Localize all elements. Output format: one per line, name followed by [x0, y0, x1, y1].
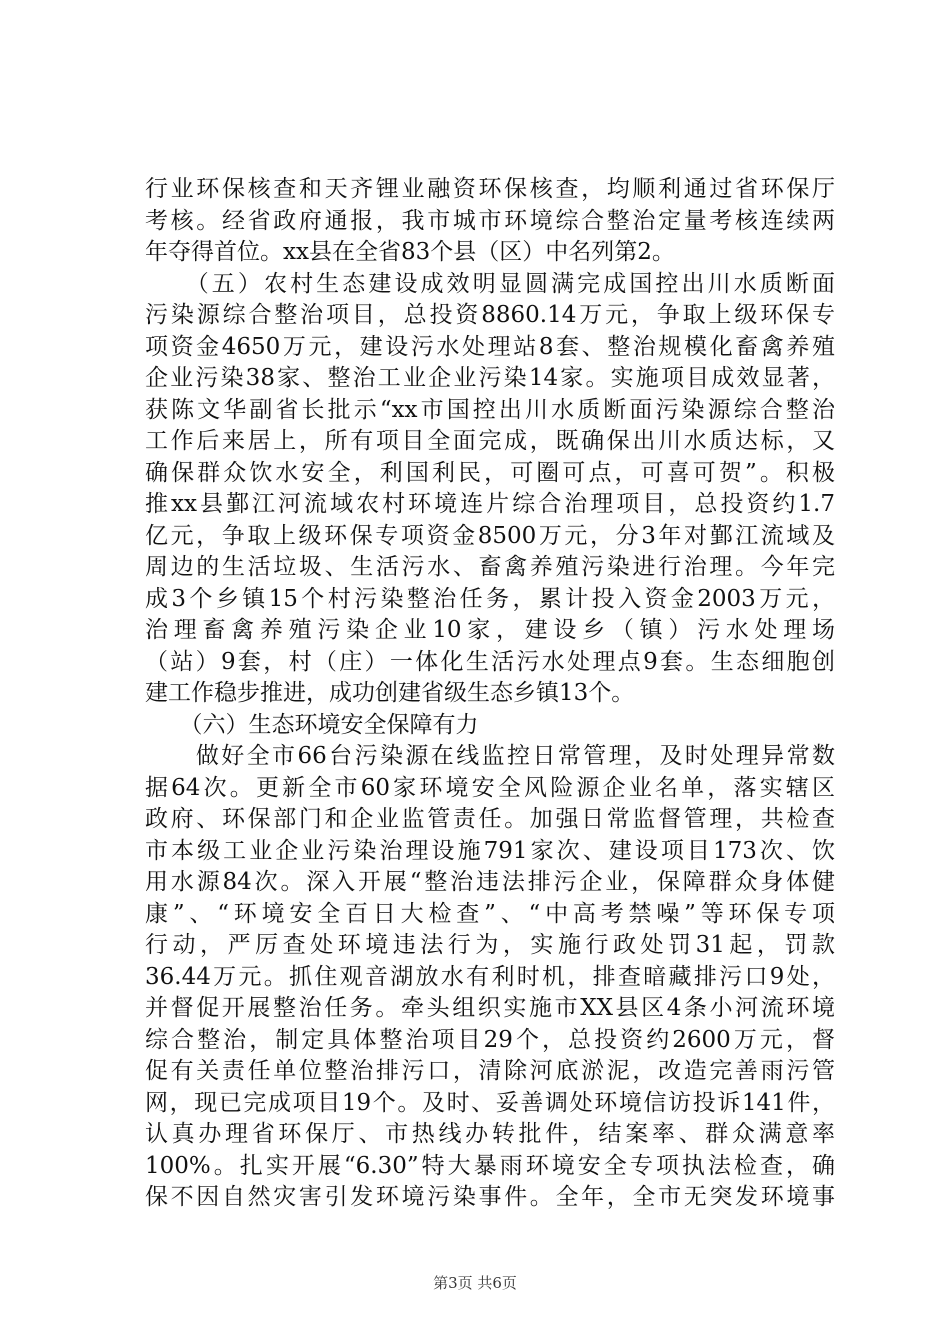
text-line: 康”、“环境安全百日大检查”、“中高考禁噪”等环保专项: [145, 900, 835, 927]
text-line: 年夺得首位。xx县在全省83个县（区）中名列第2。: [145, 239, 675, 265]
text-line: 行业环保核查和天齐锂业融资环保核查，均顺利通过省环保厅: [145, 176, 835, 202]
text-line: 建工作稳步推进，成功创建省级生态乡镇13个。: [145, 680, 635, 706]
text-line: 网，现已完成项目19个。及时、妥善调处环境信访投诉141件，: [145, 1089, 835, 1116]
text-line: （五）农村生态建设成效明显圆满完成国控出川水质断面: [145, 270, 835, 297]
text-line: 亿元，争取上级环保专项资金8500万元，分3年对鄞江流域及: [145, 522, 835, 549]
text-line: 获陈文华副省长批示“xx市国控出川水质断面污染源综合整治: [145, 396, 835, 423]
text-line: 工作后来居上，所有项目全面完成，既确保出川水质达标，又: [145, 428, 835, 454]
text-line: 并督促开展整治任务。牵头组织实施市XX县区4条小河流环境: [145, 995, 835, 1021]
text-line: 认真办理省环保厅、市热线办转批件，结案率、群众满意率: [145, 1121, 835, 1147]
text-line: 成3个乡镇15个村污染整治任务，累计投入资金2003万元，: [145, 585, 835, 612]
text-line: 做好全市66台污染源在线监控日常管理，及时处理异常数: [145, 743, 835, 769]
text-line: 用水源84次。深入开展“整治违法排污企业，保障群众身体健: [145, 869, 835, 895]
text-line: （站）9套，村（庄）一体化生活污水处理点9套。生态细胞创: [145, 648, 835, 675]
text-line: 政府、环保部门和企业监管责任。加强日常监督管理，共检查: [145, 806, 835, 832]
text-line: 市本级工业企业污染治理设施791家次、建设项目173次、饮: [145, 837, 835, 864]
text-line: （六）生态环境安全保障有力: [145, 711, 479, 738]
text-line: 促有关责任单位整治排污口，清除河底淤泥，改造完善雨污管: [145, 1058, 835, 1084]
text-line: 推xx县鄞江河流域农村环境连片综合治理项目，总投资约1.7: [145, 491, 835, 517]
text-line: 据64次。更新全市60家环境安全风险源企业名单，落实辖区: [145, 774, 835, 801]
text-line: 行动，严厉查处环境违法行为，实施行政处罚31起，罚款: [145, 932, 835, 958]
text-line: 周边的生活垃圾、生活污水、畜禽养殖污染进行治理。今年完: [145, 554, 835, 580]
text-line: 综合整治，制定具体整治项目29个，总投资约2600万元，督: [145, 1026, 835, 1053]
document-body: [145, 174, 835, 1214]
text-line: 治理畜禽养殖污染企业10家，建设乡（镇）污水处理场: [145, 617, 835, 643]
text-line: 污染源综合整治项目，总投资8860.14万元，争取上级环保专: [145, 302, 835, 328]
page-footer: 第3页 共6页: [433, 1274, 517, 1292]
text-line: 企业污染38家、整治工业企业污染14家。实施项目成效显著，: [145, 365, 835, 391]
text-line: 36.44万元。抓住观音湖放水有利时机，排查暗藏排污口9处，: [145, 963, 835, 990]
text-line: 100%。扎实开展“6.30”特大暴雨环境安全专项执法检查，确: [145, 1152, 835, 1179]
text-line: 确保群众饮水安全，利国利民，可圈可点，可喜可贺”。积极: [145, 459, 835, 486]
text-line: 考核。经省政府通报，我市城市环境综合整治定量考核连续两: [145, 207, 835, 234]
text-line: 保不因自然灾害引发环境污染事件。全年，全市无突发环境事: [145, 1184, 835, 1210]
text-line: 项资金4650万元，建设污水处理站8套、整治规模化畜禽养殖: [145, 333, 835, 360]
